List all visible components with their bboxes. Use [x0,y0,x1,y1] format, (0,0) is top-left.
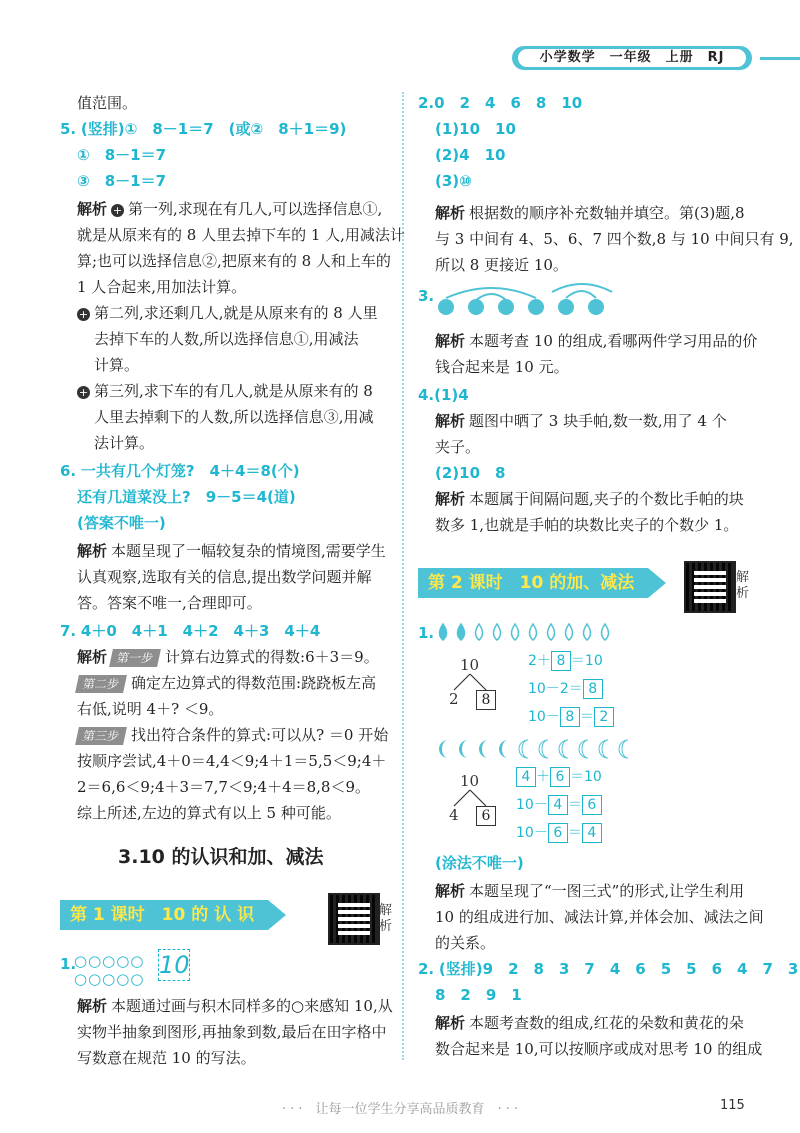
eq-part: ＝ [567,825,582,841]
answer-r2 [418,958,798,980]
question-number: 2. [418,960,435,978]
analysis-text: 的关系。 [435,934,496,952]
tree-right-box: 6 [476,806,496,826]
answer-box: 6 [582,795,602,815]
answer-box: 4 [516,767,536,787]
eq-part: 10－2＝ [528,681,583,697]
eq-part: ＝10 [570,769,602,785]
question-number: 1. [60,955,77,973]
answer-5 [60,118,346,140]
answer-2 [418,92,582,114]
lesson-banner: 第 2 课时 10 的加、减法 [418,568,648,598]
analysis-line [77,380,373,402]
answer-text: (2)10 8 [435,464,506,482]
analysis-line [435,880,744,902]
analysis-text: 就是从原来有的 8 人里去掉下车的 1 人,用减法计 [77,226,405,244]
analysis-label: 解析 [435,490,466,508]
answer-text: (2)4 10 [435,146,506,164]
analysis-text: 本题属于间隔问题,夹子的个数比手帕的块 [469,490,744,508]
tree-top: 10 [460,656,480,674]
answer-box: 8 [560,707,580,727]
analysis-line [435,202,745,224]
qr-label: 解析 [379,903,393,934]
question-number: 7. [60,622,77,640]
eq-part: ＝ [567,797,582,813]
analysis-text: 10 的组成进行加、减法计算,并体会加、减法之间 [435,908,764,926]
analysis-line [77,198,382,220]
answer-text: 一共有几个灯笼? 4＋4＝8(个) [80,462,300,480]
analysis-text: 本题呈现了“一图三式”的形式,让学生利用 [469,882,745,900]
question-number: 1. [418,624,435,642]
plus-bullet-icon: + [78,386,89,399]
answer-text: ③ 8－1＝7 [77,172,167,190]
analysis-label: 解析 [435,882,466,900]
analysis-line [435,410,727,432]
equation [516,766,602,788]
analysis-label: 解析 [435,332,466,350]
section-title: 3.10 的认识和加、减法 [118,846,324,868]
analysis-text: 写数意在规范 10 的写法。 [77,1049,256,1067]
analysis-text: 按顺序尝试,4＋0＝4,4＜9;4＋1＝5,5＜9;4＋ [77,752,387,770]
analysis-label: 解析 [77,542,108,560]
analysis-text: 算;也可以选择信息②,把原来有的 8 人和上车的 [77,252,391,270]
tree-left: 2 [449,690,459,708]
plus-bullet-icon: + [78,308,89,321]
analysis-text: 钱合起来是 10 元。 [435,358,569,376]
header-bar [512,46,752,70]
analysis-label: 解析 [77,200,108,218]
answer-6 [60,460,300,482]
analysis-label: 解析 [77,997,108,1015]
pairing-diagram [432,280,632,324]
analysis-text: 第一列,求现在有几人,可以选择信息①, [128,200,383,218]
text-line: 值范围。 [77,94,138,112]
answer-text: (3)⑩ [435,172,472,190]
answer-text: 4＋0 4＋1 4＋2 4＋3 4＋4 [80,622,321,640]
analysis-text: 夹子。 [435,438,481,456]
analysis-text: 答。答案不唯一,合理即可。 [77,594,262,612]
eq-part: 2＋ [528,653,551,669]
header-rule [760,57,800,60]
analysis-line [77,540,386,562]
qr-code-icon[interactable] [328,893,380,945]
analysis-text: 确定左边算式的得数范围:跷跷板左高 [131,674,377,692]
analysis-text: 找出符合条件的算式:可以从? ＝0 开始 [131,726,389,744]
question-number: 4. [418,386,435,404]
answer-note: (答案不唯一) [77,514,166,532]
answer-box: 4 [548,795,568,815]
header-title: 小学数学 一年级 上册 RJ [518,49,746,67]
answer-box: 4 [582,823,602,843]
tree-top: 10 [460,772,480,790]
question-number: 2. [418,94,435,112]
question-number: 3. [418,287,435,305]
analysis-text: 法计算。 [94,434,155,452]
answer-text: 0 2 4 6 8 10 [434,94,583,112]
analysis-line [77,672,376,694]
analysis-text: 第三列,求下车的有几人,就是从原来有的 8 [94,382,373,400]
analysis-text: 第二列,求还剩几人,就是从原来有的 8 人里 [94,304,378,322]
analysis-text: 计算右边算式的得数:6＋3＝9。 [165,648,379,666]
analysis-text: 与 3 中间有 4、5、6、7 四个数,8 与 10 中间只有 9, [435,230,794,248]
water-drops [434,620,624,644]
answer-text: (竖排)① 8－1＝7 (或② 8＋1＝9) [80,120,347,138]
analysis-text: 2＝6,6＜9;4＋3＝7,7＜9;4＋4＝8,8＜9。 [77,778,371,796]
analysis-text: 综上所述,左边的算式有以上 5 种可能。 [77,804,341,822]
circle-rows: ○○○○○ ○○○○○ [74,952,145,988]
step-badge: 第三步 [75,727,127,745]
eq-part: ＝ [579,709,594,725]
analysis-label: 解析 [435,412,466,430]
analysis-text: 去掉下车的人数,所以选择信息①,用减法 [94,330,359,348]
analysis-text: 本题呈现了一幅较复杂的情境图,需要学生 [111,542,386,560]
analysis-text: 本题考查数的组成,红花的朵数和黄花的朵 [469,1014,744,1032]
answer-text: (1)4 [434,386,469,404]
equation [528,706,614,728]
plus-bullet-icon: + [112,204,123,217]
analysis-line [77,995,393,1017]
analysis-label: 解析 [77,648,108,666]
question-number: 5. [60,120,77,138]
answer-text: ① 8－1＝7 [77,146,167,164]
analysis-text: 1 人合起来,用加法计算。 [77,278,247,296]
analysis-text: 实物半抽象到图形,再抽象到数,最后在田字格中 [77,1023,387,1041]
tree-branches [448,672,494,692]
eq-part: 10－ [516,825,548,841]
tree-left: 4 [449,806,459,824]
tree-branches [448,788,494,808]
analysis-line [435,1012,744,1034]
qr-code-icon[interactable] [684,561,736,613]
answer-4 [418,384,469,406]
answer-box: 8 [583,679,603,699]
moon-row [434,738,634,760]
equation [516,794,602,816]
equation [516,822,602,844]
analysis-text: 认真观察,选取有关的信息,提出数学问题并解 [77,568,372,586]
answer-box: 8 [551,651,571,671]
eq-part: ＋ [536,769,550,785]
eq-part: 10－ [528,709,560,725]
analysis-line [77,724,388,746]
analysis-line [77,646,379,668]
step-badge: 第二步 [75,675,127,693]
analysis-text: 右低,说明 4＋? ＜9。 [77,700,224,718]
eq-part: ＝10 [570,653,603,669]
equation [528,678,603,700]
footer-slogan: · · · 让每一位学生分享高品质教育 · · · [281,1102,519,1117]
answer-text: (竖排)9 2 8 3 7 4 6 5 5 6 4 7 3 [438,960,799,978]
analysis-label: 解析 [435,204,466,222]
lesson-banner: 第 1 课时 10 的 认 识 [60,900,268,930]
eq-part: 10－ [516,797,548,813]
analysis-text: 计算。 [94,356,140,374]
answer-box: 2 [594,707,614,727]
qr-label: 解析 [736,570,750,601]
analysis-label: 解析 [435,1014,466,1032]
answer-text: 还有几道菜没上? 9－5＝4(道) [77,488,296,506]
tree-right-box: 8 [476,690,496,710]
analysis-text: 数多 1,也就是手帕的块数比夹子的个数少 1。 [435,516,739,534]
analysis-text: 根据数的顺序补充数轴并填空。第(3)题,8 [469,204,745,222]
question-number: 6. [60,462,77,480]
analysis-text: 人里去掉剩下的人数,所以选择信息③,用减 [94,408,374,426]
answer-box: 6 [550,767,570,787]
analysis-line [435,330,757,352]
analysis-text: 数合起来是 10,可以按顺序或成对思考 10 的组成 [435,1040,763,1058]
page-number: 115 [720,1098,745,1113]
answer-note: (涂法不唯一) [435,854,524,872]
answer-box: 6 [548,823,568,843]
analysis-line [435,488,744,510]
answer-7 [60,620,320,642]
analysis-text: 本题考查 10 的组成,看哪两件学习用品的价 [469,332,758,350]
analysis-line [77,302,378,324]
answer-text: 8 2 9 1 [435,986,522,1004]
answer-r1 [418,622,434,644]
tianzige-writing: 10 [159,951,190,979]
answer-text: (1)10 10 [435,120,516,138]
analysis-text: 所以 8 更接近 10。 [435,256,568,274]
step-badge: 第一步 [109,649,161,667]
analysis-text: 题图中晒了 3 块手帕,数一数,用了 4 个 [469,412,727,430]
equation [528,650,603,672]
analysis-text: 本题通过画与积木同样多的○来感知 10,从 [111,997,393,1015]
